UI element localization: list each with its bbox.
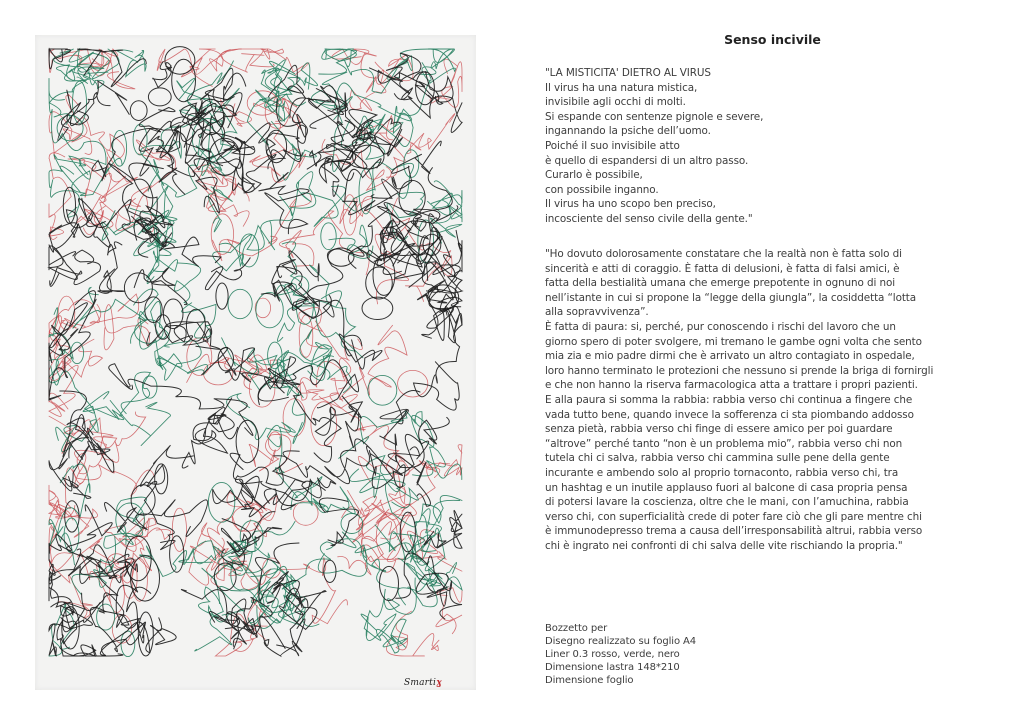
ink-stroke bbox=[189, 538, 228, 585]
poem-line: "LA MISTICITA' DIETRO AL VIRUS bbox=[545, 67, 711, 79]
face-outline bbox=[368, 375, 397, 405]
ink-stroke bbox=[104, 305, 150, 350]
ink-stroke bbox=[153, 62, 172, 88]
face-outline bbox=[321, 223, 336, 250]
poem-block bbox=[545, 66, 763, 227]
poem-line: con possibile inganno. bbox=[545, 183, 659, 196]
notes-line: Dimensione foglio bbox=[545, 675, 634, 686]
signature-mark: ɣ bbox=[436, 678, 442, 688]
ink-stroke bbox=[419, 49, 455, 81]
ink-stroke bbox=[361, 614, 407, 653]
ink-stroke bbox=[241, 456, 305, 517]
ink-stroke bbox=[343, 159, 399, 215]
ink-stroke bbox=[110, 401, 170, 446]
prose-line: tutela chi ci salva, rabbia verso chi cammina sulle pene della gente bbox=[545, 452, 890, 465]
ink-stroke bbox=[436, 588, 462, 634]
ink-stroke bbox=[255, 90, 305, 121]
ink-stroke bbox=[49, 572, 73, 615]
ink-stroke bbox=[291, 172, 346, 227]
prose-line: un hashtag e un inutile applauso fuori al balcone di casa propria pensa bbox=[545, 481, 908, 494]
ink-stroke bbox=[193, 165, 250, 226]
face-outline bbox=[366, 267, 393, 299]
ink-stroke bbox=[309, 265, 362, 358]
face-outline bbox=[341, 514, 363, 534]
ink-stroke bbox=[341, 114, 385, 159]
face-outline bbox=[216, 283, 228, 309]
face-outline bbox=[145, 297, 162, 323]
face-outline bbox=[172, 59, 196, 101]
poem-line: incosciente del senso civile della gente." bbox=[545, 212, 753, 225]
face-outline bbox=[228, 289, 252, 318]
poem-line: Curarlo è possibile, bbox=[545, 169, 643, 182]
ink-stroke bbox=[116, 50, 146, 77]
signature-text: Smarti bbox=[404, 678, 437, 688]
prose-line: E alla paura si somma la rabbia: rabbia verso chi continua a fingere che bbox=[545, 393, 913, 406]
notes-block bbox=[545, 622, 696, 687]
prose-line: senza pietà, rabbia verso chi finge di essere amico per poi guardare bbox=[545, 423, 893, 436]
prose-line: loro hanno terminato le protezioni che nessuno si prende la briga di fornirgli bbox=[545, 364, 934, 377]
ink-stroke bbox=[175, 263, 216, 338]
ink-stroke bbox=[396, 553, 462, 619]
ink-stroke bbox=[191, 49, 242, 74]
ink-stroke bbox=[419, 445, 462, 476]
ink-stroke bbox=[98, 242, 125, 294]
face-outline bbox=[362, 297, 393, 319]
prose-line: incurante e ambendo solo al proprio tornaconto, rabbia verso chi, tra bbox=[545, 466, 899, 479]
face-outline bbox=[148, 88, 171, 106]
ink-stroke bbox=[409, 262, 455, 312]
prose-line: mia zia e mio padre dirmi che è arrivato un altro contagiato in ospedale, bbox=[545, 350, 915, 363]
poem-line: invisibile agli occhi di molti. bbox=[545, 96, 686, 109]
prose-line: “altrove” perché tanto “non è un problema mio”, rabbia verso chi non bbox=[545, 437, 903, 450]
face-outline bbox=[214, 563, 236, 591]
ink-stroke bbox=[430, 59, 462, 107]
face-outline bbox=[71, 342, 84, 363]
ink-stroke bbox=[337, 525, 395, 558]
ink-stroke bbox=[319, 325, 407, 408]
poem-line: Il virus ha uno scopo ben preciso, bbox=[545, 198, 716, 211]
line-drawing-faces bbox=[35, 35, 476, 690]
prose-line: è immunodepresso trema a causa dell’irresponsabilità altrui, rabbia verso bbox=[545, 525, 923, 538]
face-outline bbox=[299, 315, 313, 357]
face-outline bbox=[155, 464, 168, 494]
page-title: Senso incivile bbox=[724, 32, 821, 47]
ink-stroke bbox=[260, 616, 305, 656]
prose-line: giorno spero di poter svolgere, mi tremano le gambe ogni volta che sento bbox=[545, 335, 922, 348]
prose-line: di potersi lavare la coscienza, oltre che le mani, con l’amuchina, rabbia bbox=[545, 496, 909, 509]
artist-signature bbox=[404, 678, 442, 688]
prose-line: fatta della bestialità umana che emerge prepotente in ognuno di noi bbox=[545, 277, 896, 290]
prose-line: e che non hanno la riserva farmacologica atta a trattare i propri pazienti. bbox=[545, 379, 918, 392]
ink-stroke bbox=[49, 535, 81, 584]
ink-stroke bbox=[49, 94, 92, 159]
face-outline bbox=[131, 485, 155, 515]
notes-line: Disegno realizzato su foglio A4 bbox=[545, 636, 697, 647]
face-outline bbox=[97, 604, 115, 630]
prose-line: nell’istante in cui si propone la “legge della giungla”, la cosiddetta “lotta bbox=[545, 291, 917, 304]
prose-line: chi è ingrato nei confronti di chi salva delle vite rischiando la propria." bbox=[545, 539, 903, 552]
notes-line: Liner 0.3 rosso, verde, nero bbox=[545, 649, 680, 660]
ink-stroke bbox=[213, 453, 253, 508]
ink-stroke bbox=[428, 201, 463, 243]
ink-stroke bbox=[412, 415, 462, 479]
face-outline bbox=[293, 501, 318, 525]
poem-line: ingannando la psiche dell’uomo. bbox=[545, 125, 711, 138]
prose-line: sincerità e atti di coraggio. È fatta di delusioni, è fatta di falsi amici, è bbox=[545, 262, 900, 275]
face-outline bbox=[236, 420, 259, 462]
poem-line: Il virus ha una natura mistica, bbox=[545, 81, 698, 94]
face-outline bbox=[57, 115, 83, 140]
prose-line: vada tutto bene, quando invece la sofferenza ci sta piombando addosso bbox=[545, 408, 914, 421]
ink-stroke bbox=[340, 197, 387, 235]
face-outline bbox=[247, 91, 278, 115]
face-outline bbox=[172, 508, 186, 551]
ink-stroke bbox=[350, 469, 462, 539]
face-outline bbox=[186, 309, 205, 341]
ink-stroke bbox=[283, 451, 336, 498]
ink-stroke bbox=[205, 258, 250, 290]
prose-block bbox=[545, 247, 933, 553]
prose-line: È fatta di paura: si, perché, pur conoscendo i rischi del lavoro che un bbox=[545, 320, 896, 333]
face-outline bbox=[163, 299, 183, 329]
face-outline bbox=[324, 560, 336, 582]
ink-stroke bbox=[90, 587, 150, 652]
face-outline bbox=[256, 292, 283, 327]
prose-line: "Ho dovuto dolorosamente constatare che la realtà non è fatta solo di bbox=[545, 248, 902, 260]
artwork-drawing bbox=[35, 35, 476, 690]
face-outline bbox=[399, 180, 425, 215]
face-outline bbox=[116, 503, 145, 536]
prose-line: alla sopravvivenza”. bbox=[545, 306, 649, 319]
poem-line: Si espande con sentenze pignole e severe, bbox=[545, 110, 764, 123]
face-outline bbox=[328, 248, 354, 266]
poem-line: Poiché il suo invisibile atto bbox=[545, 139, 680, 152]
poem-line: è quello di espandersi di un altro passo. bbox=[545, 154, 749, 167]
ink-stroke bbox=[140, 445, 193, 550]
prose-line: verso chi, con superficialità crede di poter fare ciò che gli pare mentre chi bbox=[545, 510, 922, 523]
ink-stroke bbox=[250, 49, 284, 67]
face-outline bbox=[130, 101, 147, 121]
notes-line: Bozzetto per bbox=[545, 623, 608, 634]
ink-stroke bbox=[50, 250, 101, 286]
face-outline bbox=[135, 320, 164, 344]
notes-line: Dimensione lastra 148*210 bbox=[545, 662, 680, 673]
ink-stroke bbox=[49, 444, 91, 499]
ink-stroke bbox=[120, 372, 151, 416]
face-outline bbox=[73, 81, 87, 123]
